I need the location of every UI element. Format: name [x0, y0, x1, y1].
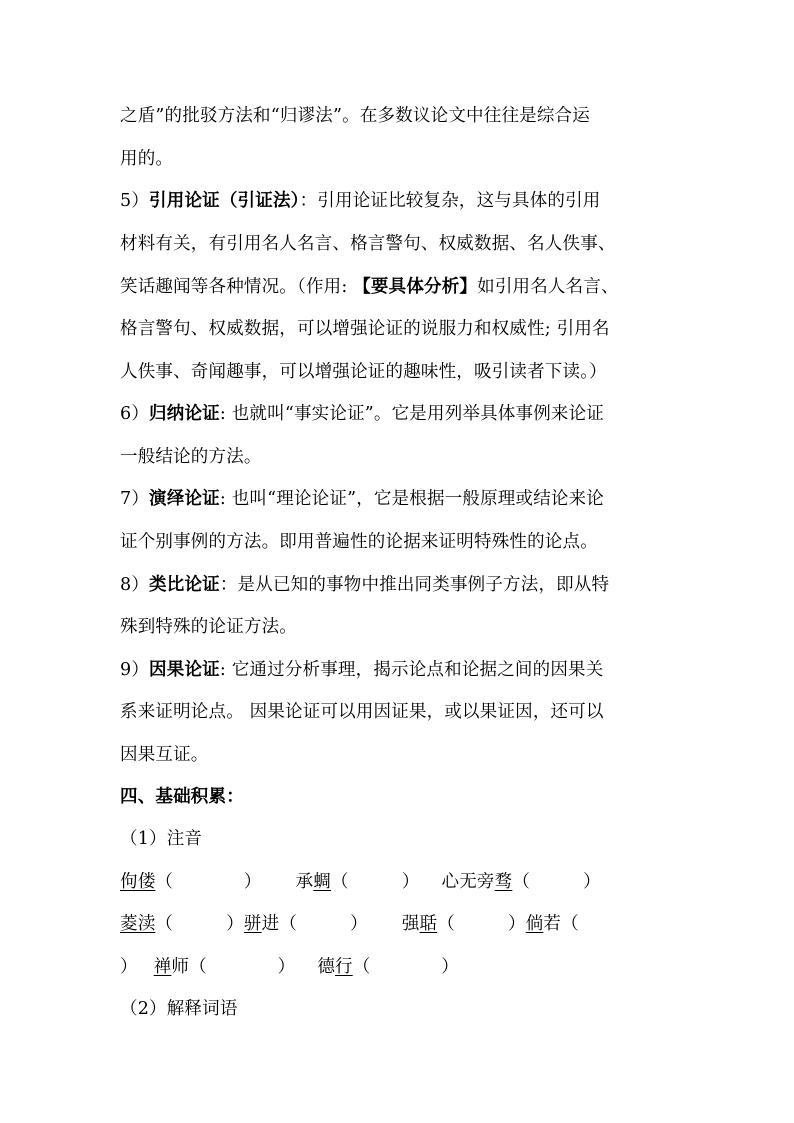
pinyin-word: 骛	[494, 872, 513, 892]
subsection-heading	[120, 827, 680, 851]
answer-blank[interactable]: （ ）	[512, 872, 601, 892]
answer-blank-open[interactable]: （	[561, 914, 579, 934]
method-6-line	[120, 402, 680, 426]
pinyin-row	[120, 955, 680, 979]
pinyin-word: 菱渎	[120, 914, 156, 934]
word-part: 承	[295, 872, 314, 892]
pinyin-word: 骈	[243, 914, 262, 934]
pinyin-row	[120, 912, 680, 936]
text-line	[120, 147, 680, 171]
word-part: 心无旁	[441, 872, 495, 892]
text-line	[120, 743, 680, 767]
method-term: 类比论证	[149, 575, 220, 595]
line-text: 系来证明论点。 因果论证可以用因证果，或以果证因，还可以	[120, 702, 604, 722]
section-title: 四、基础积累：	[120, 787, 244, 807]
text-line	[120, 317, 680, 341]
method-7-line	[120, 487, 680, 511]
line-text: : 它通过分析事理，揭示论点和论据之间的因果关	[219, 660, 604, 680]
subsection-heading	[120, 997, 680, 1021]
line-text: 证个别事例的方法。即用普遍性的论据来证明特殊性的论点。	[120, 532, 598, 552]
pinyin-word: 佝偻	[120, 872, 156, 892]
line-text: 格言警句、权威数据，可以增强论证的说服力和权威性; 引用名	[120, 319, 610, 339]
text-line	[120, 104, 680, 128]
word-part: 德	[317, 957, 336, 977]
method-5-line	[120, 189, 680, 213]
method-term: 因果论证	[149, 660, 220, 680]
line-text: 之盾”的批驳方法和“归谬法”。在多数议论文中往往是综合运	[120, 106, 590, 126]
line-text: 一般结论的方法。	[120, 447, 262, 467]
method-term: 引用论证（引证法）	[149, 191, 300, 211]
pinyin-word: 倘	[525, 914, 544, 934]
line-text: : 也就叫“事实论证”。它是用列举具体事例来论证	[219, 404, 605, 424]
item-number: 8）	[120, 575, 150, 595]
line-text: ：是从已知的事物中推出同类事例子方法，即从特	[219, 575, 610, 595]
line-text: 如引用名人名言、	[477, 277, 619, 297]
line-text: ：引用论证比较复杂，这与具体的引用	[299, 191, 601, 211]
text-line	[120, 700, 680, 724]
word-part: 进	[261, 914, 280, 934]
emphasis-note: 【要具体分析】	[353, 277, 478, 297]
answer-blank[interactable]: （ ）	[155, 872, 262, 892]
text-line	[120, 232, 680, 256]
word-part: 强	[401, 914, 420, 934]
answer-blank[interactable]: （ ）	[189, 957, 296, 977]
item-number: 6）	[120, 404, 150, 424]
answer-blank[interactable]: （ ）	[331, 872, 420, 892]
text-line	[120, 445, 680, 469]
pinyin-word: 禅	[153, 957, 172, 977]
line-text: 因果互证。	[120, 745, 209, 765]
method-9-line	[120, 658, 680, 682]
word-part: 师	[171, 957, 190, 977]
line-text: 笑话趣闻等各种情况。（作用:	[120, 277, 354, 297]
method-8-line	[120, 573, 680, 597]
item-number: 5）	[120, 191, 150, 211]
method-term: 演绎论证	[149, 489, 220, 509]
pinyin-word: 聒	[419, 914, 438, 934]
line-text: 人佚事、奇闻趣事，可以增强论证的趣味性，吸引读者下读。）	[120, 362, 607, 382]
text-line	[120, 615, 680, 639]
section-heading	[120, 785, 680, 809]
text-line	[120, 275, 680, 299]
pinyin-word: 蜩	[313, 872, 332, 892]
word-part: 若	[543, 914, 562, 934]
line-text: 用的。	[120, 149, 174, 169]
subsection-title: （1）注音	[120, 829, 203, 849]
item-number: 9）	[120, 660, 150, 680]
line-text: : 也叫“理论论证”，它是根据一般原理或结论来论	[219, 489, 605, 509]
answer-blank-close[interactable]: ）	[120, 957, 138, 977]
answer-blank[interactable]: （ ）	[155, 914, 244, 934]
pinyin-row	[120, 870, 680, 894]
line-text: 材料有关，有引用名人名言、格言警句、权威数据、名人佚事、	[120, 234, 616, 254]
subsection-title: （2）解释词语	[120, 999, 238, 1019]
answer-blank[interactable]: （ ）	[352, 957, 459, 977]
answer-blank[interactable]: （ ）	[279, 914, 368, 934]
method-term: 归纳论证	[149, 404, 220, 424]
pinyin-word: 行	[335, 957, 353, 977]
item-number: 7）	[120, 489, 150, 509]
line-text: 殊到特殊的论证方法。	[120, 617, 297, 637]
answer-blank[interactable]: （ ）	[437, 914, 526, 934]
text-line	[120, 530, 680, 554]
text-line	[120, 360, 680, 384]
